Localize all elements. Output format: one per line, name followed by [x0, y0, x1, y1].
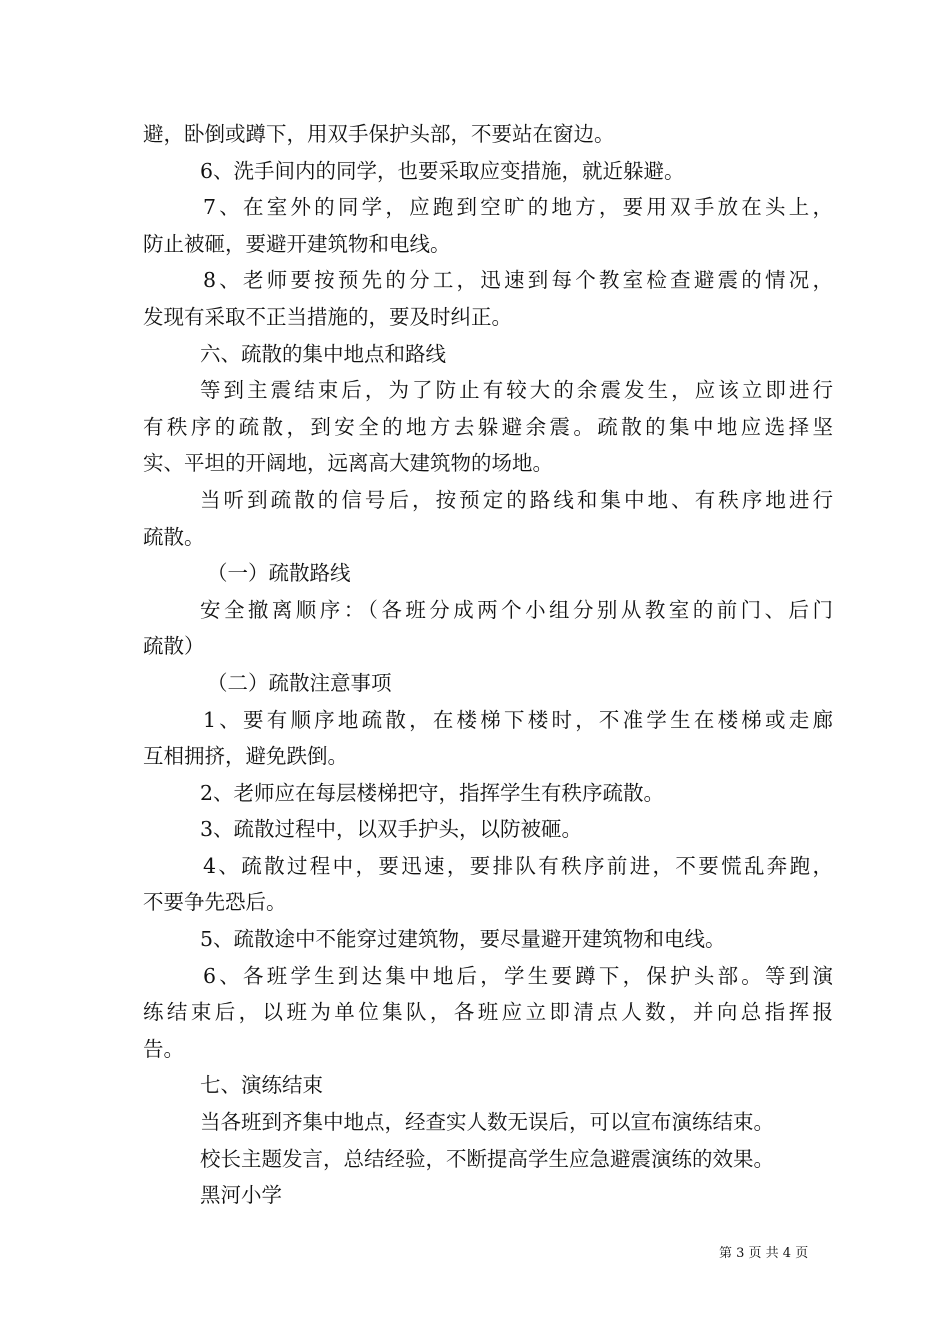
- item-6: 6、洗手间内的同学，也要采取应变措施，就近躲避。: [200, 158, 685, 183]
- item-8: 8、老师要按预先的分工，迅速到每个教室检查避震的情况，: [203, 268, 833, 293]
- signature-school: 黑河小学: [200, 1183, 282, 1208]
- para-evac-2: 有秩序的疏散，到安全的地方去躲避余震。疏散的集中地应选择坚: [143, 414, 833, 439]
- note-4: 4、疏散过程中，要迅速，要排队有秩序前进，不要慌乱奔跑，: [203, 853, 833, 878]
- note-2: 2、老师应在每层楼梯把守，指挥学生有秩序疏散。: [200, 780, 665, 805]
- document-body: [143, 116, 833, 1214]
- note-6-cont-2: 告。: [143, 1036, 184, 1061]
- para-evac-3: 实、平坦的开阔地，远离高大建筑物的场地。: [143, 451, 553, 476]
- note-6-cont-1: 练结束后，以班为单位集队，各班应立即清点人数，并向总指挥报: [143, 1000, 833, 1025]
- para-end-2: 校长主题发言，总结经验，不断提高学生应急避震演练的效果。: [200, 1146, 774, 1171]
- note-4-cont: 不要争先恐后。: [143, 890, 287, 915]
- subsection-2-heading: （二）疏散注意事项: [207, 670, 392, 695]
- note-3: 3、疏散过程中，以双手护头，以防被砸。: [200, 817, 583, 842]
- para-end-1: 当各班到齐集中地点，经查实人数无误后，可以宣布演练结束。: [200, 1110, 774, 1135]
- para-order-1: 安全撤离顺序：（各班分成两个小组分别从教室的前门、后门: [200, 597, 833, 622]
- line-continuation-5: 避，卧倒或蹲下，用双手保护头部，不要站在窗边。: [143, 122, 615, 146]
- para-evac-1: 等到主震结束后，为了防止有较大的余震发生，应该立即进行: [200, 378, 833, 403]
- section-7-heading: 七、演练结束: [200, 1073, 323, 1098]
- para-order-2: 疏散）: [143, 634, 205, 659]
- note-1: 1、要有顺序地疏散，在楼梯下楼时，不准学生在楼梯或走廊: [203, 707, 833, 732]
- note-5: 5、疏散途中不能穿过建筑物，要尽量避开建筑物和电线。: [200, 927, 726, 952]
- page-number-footer: 第 3 页 共 4 页: [719, 1246, 809, 1261]
- item-7-cont: 防止被砸，要避开建筑物和电线。: [143, 231, 451, 256]
- item-7: 7、在室外的同学，应跑到空旷的地方，要用双手放在头上，: [203, 195, 833, 220]
- para-signal-2: 疏散。: [143, 524, 205, 549]
- note-1-cont: 互相拥挤，避免跌倒。: [143, 744, 348, 769]
- section-6-heading: 六、疏散的集中地点和路线: [200, 341, 446, 366]
- subsection-1-heading: （一）疏散路线: [207, 561, 351, 586]
- note-6: 6、各班学生到达集中地后，学生要蹲下，保护头部。等到演: [203, 963, 833, 988]
- para-signal-1: 当听到疏散的信号后，按预定的路线和集中地、有秩序地进行: [200, 487, 833, 512]
- item-8-cont: 发现有采取不正当措施的，要及时纠正。: [143, 304, 512, 329]
